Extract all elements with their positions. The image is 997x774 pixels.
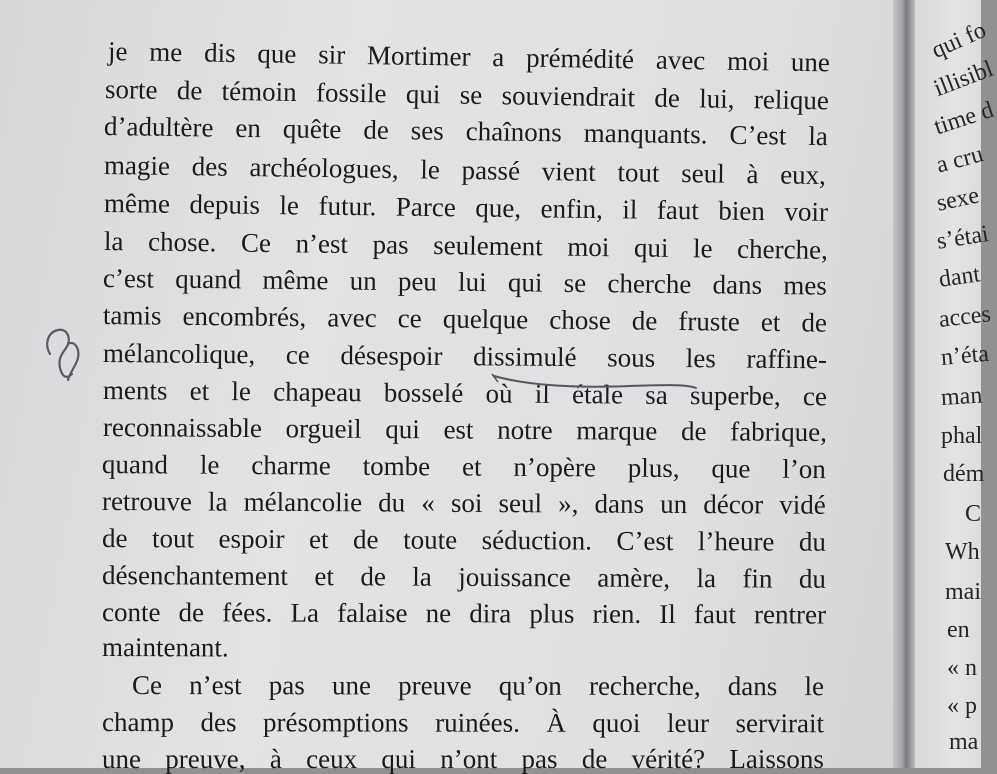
word: peu xyxy=(397,266,438,297)
word: fées. xyxy=(222,597,273,628)
word: chose xyxy=(549,304,611,336)
word: moi xyxy=(726,45,770,77)
word: champ xyxy=(101,707,175,738)
text-line xyxy=(103,300,827,338)
word: moi xyxy=(567,231,610,263)
right-text-line: dém xyxy=(943,461,985,487)
word: qui xyxy=(381,744,416,774)
word: tombe xyxy=(362,450,431,482)
word: avec xyxy=(655,44,706,76)
word: mes xyxy=(783,270,828,301)
right-text-line: a cru xyxy=(933,141,987,179)
word: il xyxy=(622,194,638,225)
word: Laissons xyxy=(729,744,824,774)
word: à xyxy=(269,744,282,774)
word: même xyxy=(262,264,329,296)
word: le xyxy=(804,671,824,702)
text-line xyxy=(104,150,826,190)
text-line xyxy=(102,744,824,774)
word: souviendrait xyxy=(501,80,636,113)
word: vient xyxy=(541,156,596,187)
text-line: maintenant. xyxy=(101,632,229,663)
text-line xyxy=(102,523,826,557)
word: quoi xyxy=(592,707,641,738)
word: ceux xyxy=(306,744,358,774)
word: tout xyxy=(617,157,660,188)
right-text-line: C xyxy=(965,501,982,527)
word: seulement xyxy=(433,230,543,262)
word: a xyxy=(492,42,505,73)
word: chapeau xyxy=(273,376,362,408)
word: Mortimer xyxy=(366,40,471,72)
word: ce xyxy=(802,381,828,412)
word: ments xyxy=(102,375,168,406)
word: des xyxy=(191,151,228,182)
right-text-line: en xyxy=(947,617,970,643)
word: cherche, xyxy=(736,233,829,265)
word: quand xyxy=(175,263,242,295)
word: sir xyxy=(317,39,346,70)
right-text-line: time d xyxy=(930,96,997,141)
word: bien xyxy=(718,195,766,227)
word: sorte xyxy=(104,74,158,105)
word: où xyxy=(485,378,513,409)
text-line xyxy=(104,188,828,227)
word: une xyxy=(790,46,831,78)
word: de xyxy=(176,75,203,106)
word: fin xyxy=(742,563,773,594)
word: vérité? xyxy=(631,744,706,774)
word: seul xyxy=(498,488,543,519)
word: dans xyxy=(594,488,645,519)
word: seul xyxy=(681,158,725,189)
word: dans xyxy=(712,269,763,300)
right-text-line: acces xyxy=(937,301,993,333)
underline-tick xyxy=(492,374,498,382)
word: ruinées. xyxy=(435,707,520,738)
word: la xyxy=(808,120,829,152)
right-text-line: s’étai xyxy=(934,221,991,255)
word: mélancolie xyxy=(243,486,363,518)
right-text-line: « p xyxy=(947,693,977,719)
right-text-line: phal xyxy=(941,423,983,449)
word: est xyxy=(443,414,474,445)
word: et xyxy=(461,451,482,482)
word: qui xyxy=(633,232,669,263)
underline-stroke xyxy=(494,376,696,388)
word: ses xyxy=(410,115,445,146)
word: la xyxy=(207,486,228,517)
word: dissimulé xyxy=(472,341,577,373)
word: de xyxy=(801,307,828,338)
word: charme xyxy=(251,450,331,481)
word: de xyxy=(363,114,390,145)
word: et xyxy=(760,306,781,338)
word: me xyxy=(149,36,183,68)
word: enfin, xyxy=(540,193,604,225)
word: ne xyxy=(425,598,452,629)
word: toute xyxy=(403,524,458,555)
word: témoin xyxy=(221,75,297,108)
word: pas xyxy=(521,744,558,774)
text-line xyxy=(103,338,827,374)
word: prémédité xyxy=(525,42,635,75)
word: soi xyxy=(450,487,483,518)
right-text-line: « n xyxy=(947,655,977,681)
word: qui xyxy=(385,413,420,445)
word: bosselé xyxy=(383,377,464,409)
word: fruste xyxy=(678,306,741,337)
word: fossile xyxy=(315,77,387,109)
word: Ce xyxy=(131,670,163,701)
right-text-line: dant xyxy=(937,261,982,293)
right-text-line: mai xyxy=(945,579,981,605)
word: ce xyxy=(285,339,310,370)
word: avec xyxy=(327,302,377,333)
right-text-line: Wh xyxy=(945,539,980,565)
word: de xyxy=(360,561,386,592)
text-line xyxy=(102,597,826,630)
bleed-through-text xyxy=(640,632,880,662)
word: recherche, xyxy=(588,670,701,701)
word: superbe, xyxy=(689,380,781,411)
word: retrouve xyxy=(101,486,193,517)
word: désespoir xyxy=(340,340,443,371)
word: étale xyxy=(571,379,624,410)
word: tamis xyxy=(102,300,162,331)
word: l’heure xyxy=(697,526,775,557)
word: se xyxy=(563,267,587,299)
word: Parce xyxy=(395,191,456,223)
word: du xyxy=(798,526,827,557)
word: que, xyxy=(475,192,522,224)
word: Il xyxy=(659,598,676,630)
word: des xyxy=(200,707,237,738)
word: orgueil xyxy=(285,413,362,444)
word: plus xyxy=(529,598,575,629)
word: d’adultère xyxy=(103,111,214,143)
word: C’est xyxy=(729,119,787,151)
word: du xyxy=(378,487,406,518)
right-text-line: man xyxy=(940,382,984,411)
word: servirait xyxy=(735,708,825,739)
word: C’est xyxy=(616,525,674,556)
word: pas xyxy=(268,670,305,701)
word: conte xyxy=(101,597,161,628)
word: encombrés, xyxy=(182,300,307,333)
word: rien. xyxy=(592,598,642,629)
word: sa xyxy=(645,379,668,410)
word: c’est xyxy=(102,263,155,294)
word: séduction. xyxy=(481,524,592,556)
right-page xyxy=(915,0,997,768)
word: dis xyxy=(203,37,236,69)
word: une xyxy=(331,670,372,701)
word: Ce xyxy=(240,227,272,259)
word: futur. xyxy=(318,190,377,222)
word: cherche xyxy=(607,268,692,300)
word: passé xyxy=(461,154,521,186)
word: », xyxy=(558,488,579,519)
word: reconnaissable xyxy=(102,412,263,444)
word: marque xyxy=(576,415,658,446)
word: de xyxy=(654,82,681,114)
word: présomptions xyxy=(263,707,409,738)
word: la xyxy=(103,226,124,257)
word: même xyxy=(103,188,171,219)
word: preuve, xyxy=(165,744,246,774)
word: décor xyxy=(703,489,764,520)
word: magie xyxy=(103,150,171,181)
margin-question-mark-annotation xyxy=(38,318,94,390)
word: manquants. xyxy=(583,117,708,150)
word: le xyxy=(199,449,220,480)
word: « xyxy=(421,487,435,518)
text-line xyxy=(104,111,828,151)
right-text-line: qui fo xyxy=(927,17,991,64)
word: qui xyxy=(507,267,543,298)
word: preuve xyxy=(398,670,472,701)
word: À xyxy=(546,707,566,738)
right-text-line: sexe xyxy=(934,182,982,217)
word: La xyxy=(290,597,320,628)
question-mark-stroke xyxy=(47,330,78,380)
word: le xyxy=(231,376,252,407)
word: n’est xyxy=(189,670,242,701)
text-line xyxy=(108,36,830,77)
word: n’opère xyxy=(513,451,597,483)
text-line xyxy=(103,263,827,301)
word: relique xyxy=(753,84,830,116)
word: du xyxy=(798,563,827,594)
word: jouissance xyxy=(458,561,571,593)
word: un xyxy=(349,265,377,296)
word: tout xyxy=(151,523,195,554)
right-text-line: illisibl xyxy=(930,55,997,103)
right-text-line: ma xyxy=(949,729,979,755)
word: archéologues, xyxy=(249,152,399,185)
word: qu’on xyxy=(498,670,562,701)
word: vidé xyxy=(779,489,826,520)
text-line xyxy=(102,449,826,484)
word: une xyxy=(102,744,141,774)
word: lui, xyxy=(699,83,735,114)
word: que xyxy=(711,453,751,484)
text-line xyxy=(104,226,828,265)
word: dira xyxy=(469,598,512,629)
word: de xyxy=(680,416,707,447)
word: ce xyxy=(397,303,422,334)
word: de xyxy=(581,744,608,774)
word: qui xyxy=(405,78,441,110)
word: espoir xyxy=(218,523,285,554)
word: de xyxy=(101,523,128,554)
word: les xyxy=(685,343,716,374)
word: raffine- xyxy=(746,343,828,375)
word: le xyxy=(420,154,441,185)
word: plus, xyxy=(627,452,680,484)
word: eux, xyxy=(779,159,827,191)
word: l’on xyxy=(782,453,826,485)
word: et xyxy=(314,561,334,592)
word: sous xyxy=(607,342,656,373)
word: chaînons xyxy=(465,116,562,148)
word: et xyxy=(308,524,329,555)
word: de xyxy=(178,597,205,628)
word: chose. xyxy=(147,226,217,258)
word: amère, xyxy=(597,562,671,593)
word: et xyxy=(189,375,210,406)
word: que xyxy=(257,38,297,69)
word: la xyxy=(412,561,432,592)
word: n’est xyxy=(295,228,349,259)
word: voir xyxy=(784,196,829,227)
text-line xyxy=(102,560,826,594)
pencil-underline-annotation xyxy=(490,366,702,406)
right-text-line: n’éta xyxy=(939,340,990,371)
word: quand xyxy=(101,449,169,480)
word: à xyxy=(746,158,759,190)
word: rentrer xyxy=(753,599,827,630)
text-line xyxy=(103,375,827,411)
word: un xyxy=(660,488,688,520)
word: fabrique, xyxy=(730,416,827,448)
word: depuis xyxy=(189,189,261,220)
word: falaise xyxy=(337,597,408,629)
word: désenchantement xyxy=(101,560,288,591)
book-gutter-shadow xyxy=(893,0,915,768)
text-line xyxy=(102,486,826,520)
word: le xyxy=(279,190,300,221)
word: notre xyxy=(497,414,553,446)
text-line xyxy=(132,670,824,701)
word: le xyxy=(692,233,713,264)
text-line xyxy=(102,707,824,738)
word: il xyxy=(534,378,550,409)
word: faut xyxy=(656,194,700,226)
word: mélancolique, xyxy=(102,338,256,370)
word: la xyxy=(696,563,717,594)
word: lui xyxy=(457,266,487,298)
word: leur xyxy=(666,707,710,739)
word: quelque xyxy=(442,303,529,335)
word: quête xyxy=(282,113,342,145)
text-line xyxy=(103,412,827,447)
word: se xyxy=(459,79,483,110)
word: en xyxy=(235,112,262,144)
word: n’ont xyxy=(440,744,498,774)
word: faut xyxy=(693,599,736,630)
word: de xyxy=(631,305,658,336)
word: je xyxy=(107,36,128,67)
text-line xyxy=(105,74,829,115)
word: pas xyxy=(372,229,409,260)
word: de xyxy=(353,524,379,555)
word: dans xyxy=(727,671,778,702)
